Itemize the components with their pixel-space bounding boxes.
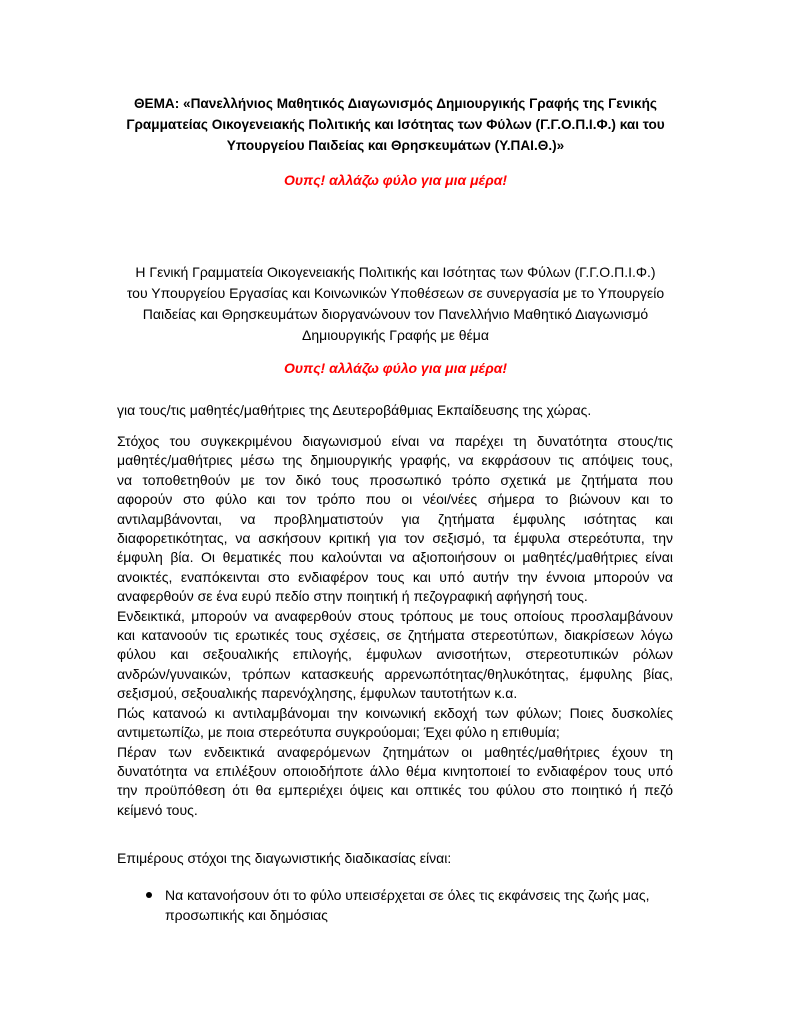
subject-line: Υπουργείου Παιδείας και Θρησκευμάτων (Υ.ΠΑΙ.Θ.)» [226, 138, 565, 153]
body-line: να τοποθετηθούν με τον δικό τους προσωπικό τρόπο σχετικά με ζητήματα που [117, 471, 673, 488]
intro-line: του Υπουργείου Εργασίας και Κοινωνικών Υποθέσεων σε συνεργασία με το Υπουργείο [126, 285, 665, 301]
body-paragraph [117, 743, 673, 821]
bullet-icon [146, 892, 152, 898]
body-line: έμφυλη βία. Οι θεματικές που καλούνται να αξιοποιήσουν οι μαθητές/μαθήτριες είναι [117, 549, 673, 566]
list-item-line: προσωπικής και δημόσιας [165, 907, 328, 923]
body-line: φύλου και σεξουαλικής επιλογής, έμφυλων ανισοτήτων, στερεοτυπικών ρόλων [117, 646, 673, 663]
list-item-line: Να κατανοήσουν ότι το φύλο υπεισέρχεται σε όλες τις εκφάνσεις της ζωής μας, [165, 887, 650, 903]
body-line: μαθητές/μαθήτριες μέσω της δημιουργικής γραφής, να εκφράσουν τις απόψεις τους, [117, 452, 673, 469]
body-line: αφορούν στο φύλο και τον τρόπο που οι νέοι/νέες σήμερα το βιώνουν και το [117, 491, 673, 508]
subject-line: Γραμματείας Οικογενειακής Πολιτικής και Ισότητας των Φύλων (Γ.Γ.Ο.Π.Ι.Φ.) και του [126, 117, 665, 132]
subject-heading [0, 93, 791, 156]
body-line: την προϋπόθεση ότι θα εμπεριέχει όψεις και οπτικές του φύλου στο ποιητικό ή πεζό [117, 782, 673, 799]
body-line: αντιλαμβάνονται, να προβληματιστούν για ζητήματα έμφυλης ισότητας και [117, 510, 673, 527]
body-line: διαφορετικότητας, να ασκήσουν κριτική για τον σεξισμό, τα έμφυλα στερεότυπα, την [117, 530, 673, 547]
body-line: Ενδεικτικά, μπορούν να αναφερθούν στους τρόπους με τους οποίους προσλαμβάνουν [117, 607, 673, 624]
list-item [117, 885, 677, 925]
body-line: κείμενό τους. [117, 801, 198, 818]
body-line: αντιμετωπίζω, με ποια στερεότυπα συγκρούομαι; Έχει φύλο η επιθυμία; [117, 724, 560, 741]
subject-line: ΘΕΜΑ: «Πανελλήνιος Μαθητικός Διαγωνισμός Δημιουργικής Γραφής της Γενικής [133, 96, 658, 111]
body-line: και κατανοούν τις ερωτικές τους σχέσεις, σε ζητήματα στερεοτύπων, διακρίσεων λόγω [117, 627, 673, 644]
body-line: δυνατότητα να επιλέξουν οποιοδήποτε άλλο θέμα κινητοποιεί το ενδιαφέρον τους υπό [117, 762, 673, 779]
body-line: σεξισμού, σεξουαλικής παρενόχλησης, έμφυλων ταυτοτήτων κ.α. [117, 685, 518, 702]
objectives-heading: Επιμέρους στόχοι της διαγωνιστικής διαδικασίας είναι: [117, 850, 452, 866]
slogan: Ουπς! αλλάζω φύλο για μια μέρα! [283, 172, 508, 188]
intro-line: Παιδείας και Θρησκευμάτων διοργανώνουν τον Πανελλήνιο Μαθητικό Διαγωνισμό [142, 306, 649, 322]
body-paragraph [117, 432, 673, 607]
body-line: Πέραν των ενδεικτικά αναφερόμενων ζητημάτων οι μαθητές/μαθήτριες έχουν τη [117, 743, 673, 760]
intro-line: Δημιουργικής Γραφής με θέμα [302, 327, 489, 343]
slogan-repeat: Ουπς! αλλάζω φύλο για μια μέρα! [283, 360, 508, 376]
body-paragraph [117, 607, 673, 704]
body-line: Πώς κατανοώ κι αντιλαμβάνομαι την κοινωνική εκδοχή των φύλων; Ποιες δυσκολίες [117, 704, 673, 721]
objectives-list [117, 885, 677, 925]
body-line: αναφερθούν σε ένα ευρύ πεδίο στην ποιητική ή πεζογραφική αφήγησή τους. [117, 588, 588, 605]
intro-paragraph [0, 262, 791, 346]
body-paragraph [117, 704, 673, 743]
body-text [117, 432, 673, 820]
body-line: ανοικτές, εναπόκεινται στο ενδιαφέρον τους και υπό αυτήν την έννοια μπορούν να [117, 568, 673, 585]
audience-line: για τους/τις μαθητές/μαθήτριες της Δευτεροβάθμιας Εκπαίδευσης της χώρας. [117, 402, 592, 418]
body-line: ανδρών/γυναικών, τρόπων κατασκευής αρρενωπότητας/θηλυκότητας, έμφυλης βίας, [117, 665, 673, 682]
body-line: Στόχος του συγκεκριμένου διαγωνισμού είναι να παρέχει τη δυνατότητα στους/τις [117, 433, 673, 449]
intro-line: Η Γενική Γραμματεία Οικογενειακής Πολιτικής και Ισότητας των Φύλων (Γ.Γ.Ο.Π.Ι.Φ.) [135, 264, 656, 280]
